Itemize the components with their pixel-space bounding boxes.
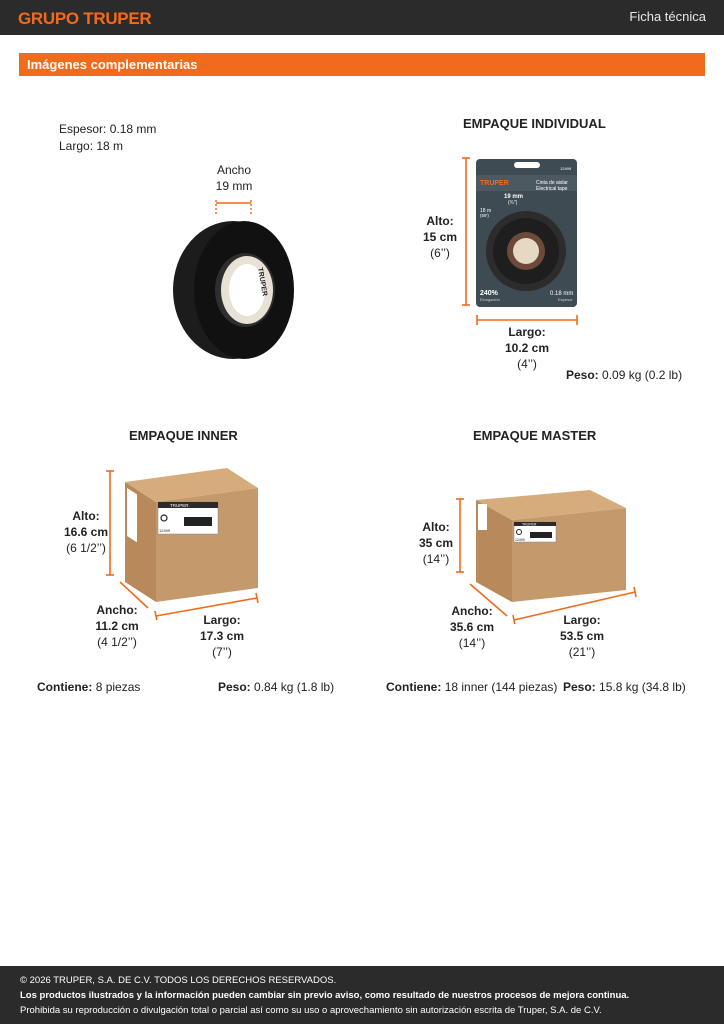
inner-title: EMPAQUE INNER — [129, 428, 238, 443]
tape-core-brand: TRUPER — [256, 267, 268, 297]
individual-alto: Alto: 15 cm (6’’) — [422, 214, 458, 261]
master-contiene: Contiene: 18 inner (144 piezas) — [386, 680, 558, 694]
svg-text:0.18 mm: 0.18 mm — [550, 291, 574, 297]
svg-text:12499: 12499 — [560, 166, 572, 171]
inner-alto: Alto: 16.6 cm (6 1/2’’) — [63, 509, 109, 556]
inner-contiene: Contiene: 8 piezas — [37, 680, 141, 694]
tape-largo: Largo: 18 m — [59, 139, 124, 153]
inner-ancho: Ancho: 11.2 cm (4 1/2’’) — [95, 603, 139, 650]
inner-peso: Peso: 0.84 kg (1.8 lb) — [218, 680, 335, 694]
master-title: EMPAQUE MASTER — [473, 428, 597, 443]
svg-text:Elongación: Elongación — [480, 297, 500, 302]
svg-text:19 mm: 19 mm — [504, 194, 524, 200]
master-largo: Largo: 53.5 cm (21’’) — [559, 613, 605, 660]
svg-text:12499: 12499 — [159, 528, 171, 533]
svg-text:(¾"): (¾") — [508, 200, 518, 206]
svg-text:18 m: 18 m — [480, 208, 492, 214]
master-peso: Peso: 15.8 kg (34.8 lb) — [563, 680, 686, 694]
section-title: Imágenes complementarias — [27, 57, 198, 72]
svg-text:Cinta de aislar: Cinta de aislar — [536, 180, 568, 186]
individual-peso: Peso: 0.09 kg (0.2 lb) — [566, 368, 683, 382]
individual-title: EMPAQUE INDIVIDUAL — [463, 116, 606, 131]
footer-legal: Prohibida su reproducción o divulgación total o parcial así como su uso o aprovechamiento sin autorización escrita de Truper, S.A. de C.V. — [20, 1005, 602, 1016]
brand-logo: GRUPO TRUPER — [18, 9, 152, 28]
page-footer — [0, 966, 724, 1024]
svg-text:12499: 12499 — [515, 538, 525, 542]
svg-text:Electrical tape: Electrical tape — [536, 186, 568, 192]
svg-text:TRUPER: TRUPER — [522, 522, 537, 527]
inner-box-image — [100, 460, 270, 620]
master-ancho: Ancho: 35.6 cm (14’’) — [449, 604, 495, 651]
page-type-title: Ficha técnica — [629, 9, 706, 24]
footer-copyright: © 2026 TRUPER, S.A. DE C.V. TODOS LOS DERECHOS RESERVADOS. — [20, 975, 337, 986]
svg-text:(59'): (59') — [480, 213, 489, 218]
tape-ancho-label: Ancho 19 mm — [215, 163, 253, 194]
section-header — [19, 53, 705, 76]
footer-notice: Los productos ilustrados y la información pueden cambiar sin previo aviso, como resultado de nuestros procesos de mejora continua. — [20, 990, 630, 1001]
master-alto: Alto: 35 cm (14’’) — [418, 520, 454, 567]
svg-text:Espesor: Espesor — [558, 297, 573, 302]
svg-text:240%: 240% — [480, 290, 498, 297]
svg-text:TRUPER: TRUPER — [170, 503, 189, 508]
individual-package-image — [458, 155, 588, 330]
tape-roll-image — [165, 190, 305, 365]
inner-largo: Largo: 17.3 cm (7’’) — [199, 613, 245, 660]
card-brand: TRUPER — [480, 180, 509, 187]
tape-espesor: Espesor: 0.18 mm — [59, 122, 157, 136]
page-header — [0, 0, 724, 35]
individual-largo: Largo: 10.2 cm (4’’) — [504, 325, 550, 372]
